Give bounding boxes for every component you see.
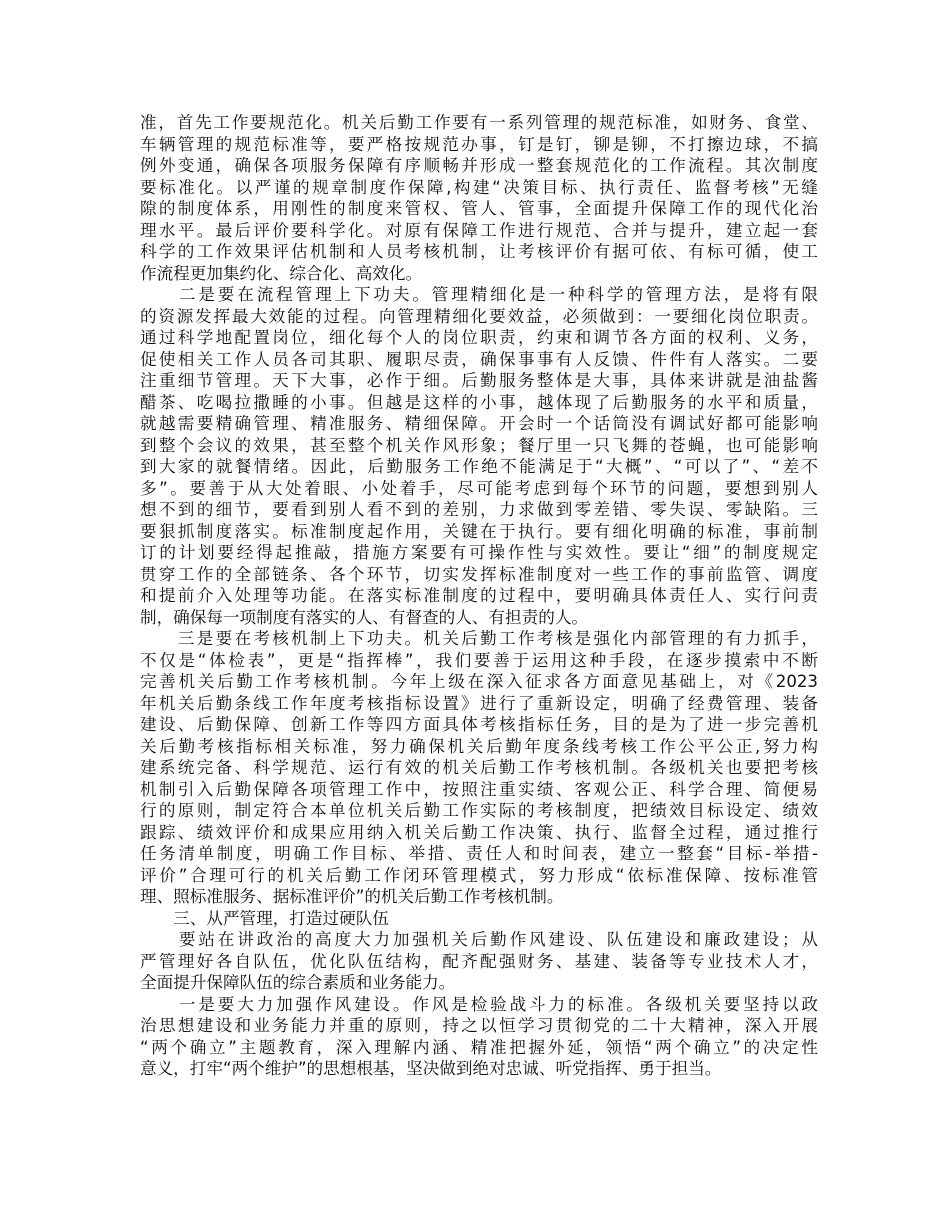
text-line: 到大家的就餐情绪。因此，后勤服务工作绝不能满足于“大概”、“可以了”、“差不 — [140, 457, 818, 476]
text-line: 评价”合理可行的机关后勤工作闭环管理模式，努力形成“依标准保障、按标准管 — [140, 865, 818, 885]
text-line: “两个确立”主题教育，深入理解内涵、精准把握外延，领悟“两个确立”的决定性 — [140, 1037, 818, 1057]
text-line: 制，确保每一项制度有落实的人、有督查的人、有担责的人。 — [140, 607, 589, 627]
text-line: 要标准化。以严谨的规章制度作保障,构建“决策目标、执行责任、监督考核”无缝 — [140, 177, 818, 197]
paragraph-3 — [140, 628, 818, 908]
paragraph-5 — [140, 994, 818, 1080]
paragraph-2 — [140, 284, 818, 628]
text-line: 严管理好各自队伍，优化队伍结构，配齐配强财务、基建、装备等专业技术人才， — [140, 951, 818, 971]
text-line: 治思想建设和业务能力并重的原则，持之以恒学习贯彻党的二十大精神，深入开展 — [140, 1016, 818, 1035]
text-line: 二是要在流程管理上下功夫。管理精细化是一种科学的管理方法，是将有限 — [140, 285, 818, 304]
text-line: 意义，打牢“两个维护”的思想根基，坚决做到绝对忠诚、听党指挥、勇于担当。 — [140, 1059, 722, 1078]
text-line: 全面提升保障队伍的综合素质和业务能力。 — [140, 973, 456, 992]
text-line: 车辆管理的规范标准等，要严格按规范办事，钉是钉，铆是铆，不打擦边球，不搞 — [140, 134, 818, 154]
text-line: 到整个会议的效果，甚至整个机关作风形象；餐厅里一只飞舞的苍蝇，也可能影响 — [140, 435, 818, 455]
text-line: 机制引入后勤保障各项管理工作中，按照注重实绩、客观公正、科学合理、简便易 — [140, 779, 818, 799]
text-line: 建系统完备、科学规范、运行有效的机关后勤工作考核机制。各级机关也要把考核 — [140, 758, 818, 777]
text-line: 理水平。最后评价要科学化。对原有保障工作进行规范、合并与提升，建立起一套 — [140, 220, 818, 240]
text-line: 科学的工作效果评估机制和人员考核机制，让考核评价有据可依、有标可循，使工 — [140, 242, 818, 261]
text-line: 三是要在考核机制上下功夫。机关后勤工作考核是强化内部管理的有力抓手， — [140, 629, 818, 648]
text-line: 促使相关工作人员各司其职、履职尽责，确保事事有人反馈、件件有人落实。二要 — [140, 349, 818, 369]
text-line: 想不到的细节，要看到别人看不到的差别，力求做到零差错、零失误、零缺陷。三 — [140, 500, 818, 519]
paragraph-1 — [140, 112, 818, 284]
text-line: 贯穿工作的全部链条、各个环节，切实发挥标准制度对一些工作的事前监管、调度 — [140, 564, 818, 584]
text-line: 要站在讲政治的高度大力加强机关后勤作风建设、队伍建设和廉政建设；从 — [140, 930, 818, 949]
text-line: 准，首先工作要规范化。机关后勤工作要有一系列管理的规范标准，如财务、食堂、 — [140, 113, 818, 132]
text-line: 和提前介入处理等功能。在落实标准制度的过程中，要明确具体责任人、实行问责 — [140, 586, 818, 605]
text-line: 通过科学地配置岗位，细化每个人的岗位职责，约束和调节各方面的权利、义务， — [140, 328, 818, 347]
text-line: 作流程更加集约化、综合化、高效化。 — [140, 263, 423, 283]
paragraph-4 — [140, 929, 818, 994]
text-line: 多”。要善于从大处着眼、小处着手，尽可能考虑到每个环节的问题，要想到别人 — [140, 478, 818, 498]
section-heading — [140, 908, 818, 930]
document-body — [140, 112, 818, 1080]
text-line: 跟踪、绩效评价和成果应用纳入机关后勤工作决策、执行、监督全过程，通过推行 — [140, 822, 818, 842]
text-line: 注重细节管理。天下大事，必作于细。后勤服务整体是大事，具体来讲就是油盐酱 — [140, 371, 818, 390]
text-line: 的资源发挥最大效能的过程。向管理精细化要效益，必须做到：一要细化岗位职责。 — [140, 306, 818, 326]
text-line: 订的计划要经得起推敲，措施方案要有可操作性与实效性。要让“细”的制度规定 — [140, 543, 818, 562]
heading-line: 三、从严管理，打造过硬队伍 — [140, 908, 389, 928]
text-line: 不仅是“体检表”，更是“指挥棒”，我们要善于运用这种手段，在逐步摸索中不断 — [140, 650, 818, 670]
text-line: 行的原则，制定符合本单位机关后勤工作实际的考核制度，把绩效目标设定、绩效 — [140, 801, 818, 820]
text-line: 理、照标准服务、据标准评价”的机关后勤工作考核机制。 — [140, 887, 564, 906]
text-line: 要狠抓制度落实。标准制度起作用，关键在于执行。要有细化明确的标准，事前制 — [140, 521, 818, 541]
text-line: 完善机关后勤工作考核机制。今年上级在深入征求各方面意见基础上，对《2023 — [140, 672, 818, 691]
text-line: 一是要大力加强作风建设。作风是检验战斗力的标准。各级机关要坚持以政 — [140, 994, 818, 1014]
text-line: 例外变通，确保各项服务保障有序顺畅并形成一整套规范化的工作流程。其次制度 — [140, 156, 818, 175]
text-line: 醋茶、吃喝拉撒睡的小事。但越是这样的小事，越体现了后勤服务的水平和质量， — [140, 392, 818, 412]
text-line: 关后勤考核指标相关标准，努力确保机关后勤年度条线考核工作公平公正,努力构 — [140, 736, 818, 756]
text-line: 任务清单制度，明确工作目标、举措、责任人和时间表，建立一整套“目标-举措- — [140, 844, 818, 863]
text-line: 隙的制度体系，用刚性的制度来管权、管人、管事，全面提升保障工作的现代化治 — [140, 199, 818, 218]
text-line: 年机关后勤条线工作年度考核指标设置》进行了重新设定，明确了经费管理、装备 — [140, 693, 818, 713]
text-line: 就越需要精确管理、精准服务、精细保障。开会时一个话筒没有调试好都可能影响 — [140, 414, 818, 433]
text-line: 建设、后勤保障、创新工作等四方面具体考核指标任务，目的是为了进一步完善机 — [140, 715, 818, 734]
